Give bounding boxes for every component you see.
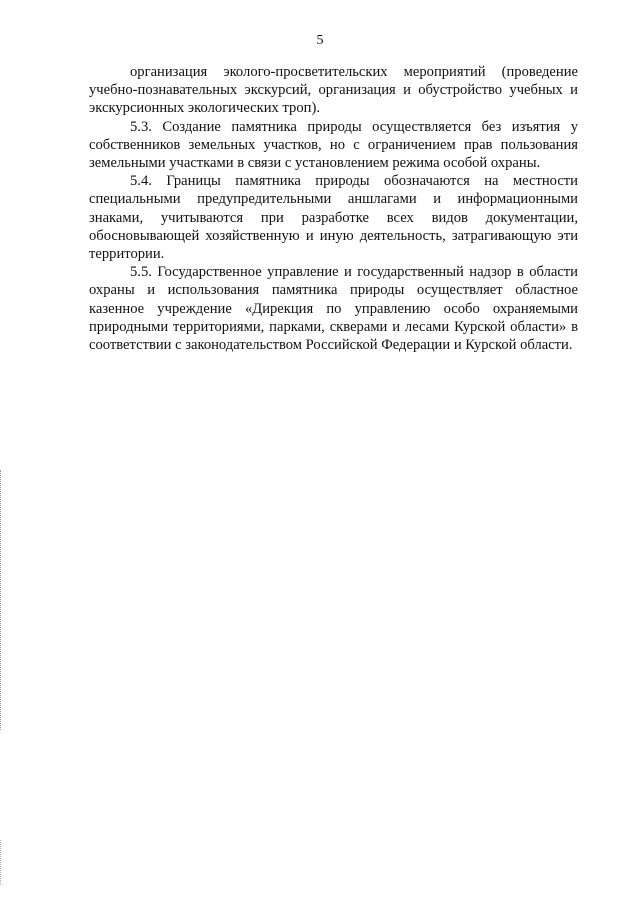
scan-edge-mark-lower [0,840,3,885]
paragraph-5-3: 5.3. Создание памятника природы осуществляется без изъятия у собственников земельных участков, но с ограничением прав пользования земельными участками в связи с установлением режима особой охраны. [89,118,578,172]
document-body [89,63,578,354]
paragraph-continuation: организация эколого-просветительских мероприятий (проведение учебно-познавательных экскурсий, организация и обустройство учебных и экскурсионных экологических троп). [89,64,578,117]
paragraph-5-4: 5.4. Границы памятника природы обозначаются на местности специальными предупредительными аншлагами и информационными знаками, учитываются при разработке всех видов документации, обосновывающей хозяйственную и иную деятельность, затрагивающую эти территории. [89,173,578,263]
scan-edge-mark [0,470,3,730]
paragraph-5-5: 5.5. Государственное управление и государственный надзор в области охраны и использования памятника природы осуществляет областное казенное учреждение «Дирекция по управлению особо охраняемыми природными территориями, парками, скверами и лесами Курской области» в соответствии с законодательством Российской Федерации и Курской области. [89,264,578,354]
page-number: 5 [316,33,324,48]
